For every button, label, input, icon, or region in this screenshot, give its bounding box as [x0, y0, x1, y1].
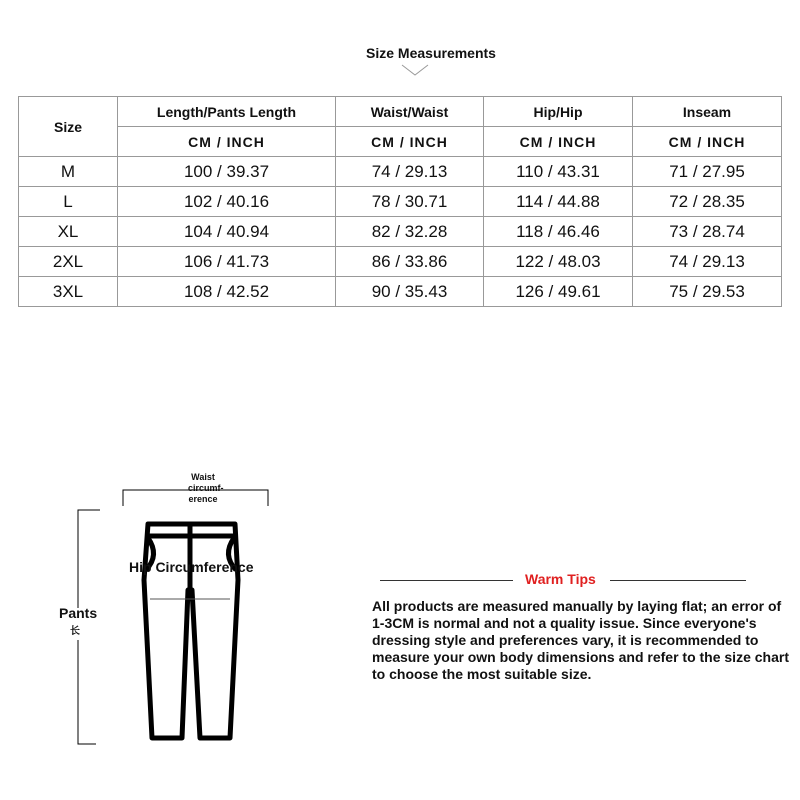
- value-cell: 102 / 40.16: [118, 187, 336, 217]
- hip-label: Hip Circumference: [129, 559, 254, 575]
- value-cell: 110 / 43.31: [484, 157, 633, 187]
- unit-header: CM / INCH: [336, 127, 484, 157]
- table-row: [19, 217, 782, 247]
- value-cell: 86 / 33.86: [336, 247, 484, 277]
- value-cell: 75 / 29.53: [633, 277, 782, 307]
- size-cell: XL: [19, 217, 118, 247]
- value-cell: 104 / 40.94: [118, 217, 336, 247]
- value-cell: 106 / 41.73: [118, 247, 336, 277]
- table-row: [19, 247, 782, 277]
- warm-tips-title: Warm Tips: [525, 571, 596, 587]
- value-cell: 118 / 46.46: [484, 217, 633, 247]
- size-table: [18, 96, 782, 307]
- value-cell: 90 / 35.43: [336, 277, 484, 307]
- table-row: [19, 187, 782, 217]
- size-cell: L: [19, 187, 118, 217]
- waist-label: Waist circumf-erence: [188, 472, 224, 504]
- table-row: [19, 277, 782, 307]
- column-header: Hip/Hip: [484, 97, 633, 127]
- table-row: [19, 157, 782, 187]
- warm-tips-text: All products are measured manually by laying flat; an error of 1-3CM is normal and not a quality issue. Since everyone's dressing style and preferences vary, it is recommended to measure your own body dimensions and refer to the size chart to choose the most suitable size.: [372, 598, 789, 682]
- size-cell: 2XL: [19, 247, 118, 277]
- value-cell: 72 / 28.35: [633, 187, 782, 217]
- value-cell: 74 / 29.13: [633, 247, 782, 277]
- value-cell: 71 / 27.95: [633, 157, 782, 187]
- value-cell: 114 / 44.88: [484, 187, 633, 217]
- unit-header: CM / INCH: [484, 127, 633, 157]
- value-cell: 82 / 32.28: [336, 217, 484, 247]
- value-cell: 126 / 49.61: [484, 277, 633, 307]
- unit-header: CM / INCH: [633, 127, 782, 157]
- column-header: Length/Pants Length: [118, 97, 336, 127]
- value-cell: 108 / 42.52: [118, 277, 336, 307]
- divider: [380, 580, 513, 581]
- chevron-down-icon: [400, 63, 430, 77]
- pants-label: Pants: [59, 605, 98, 621]
- pants-sub-label: 长: [70, 626, 80, 637]
- column-header: Waist/Waist: [336, 97, 484, 127]
- value-cell: 100 / 39.37: [118, 157, 336, 187]
- size-header: Size: [19, 97, 118, 157]
- value-cell: 74 / 29.13: [336, 157, 484, 187]
- page-title: Size Measurements: [366, 45, 496, 61]
- value-cell: 73 / 28.74: [633, 217, 782, 247]
- divider: [610, 580, 746, 581]
- size-cell: 3XL: [19, 277, 118, 307]
- value-cell: 78 / 30.71: [336, 187, 484, 217]
- unit-header: CM / INCH: [118, 127, 336, 157]
- column-header: Inseam: [633, 97, 782, 127]
- size-cell: M: [19, 157, 118, 187]
- value-cell: 122 / 48.03: [484, 247, 633, 277]
